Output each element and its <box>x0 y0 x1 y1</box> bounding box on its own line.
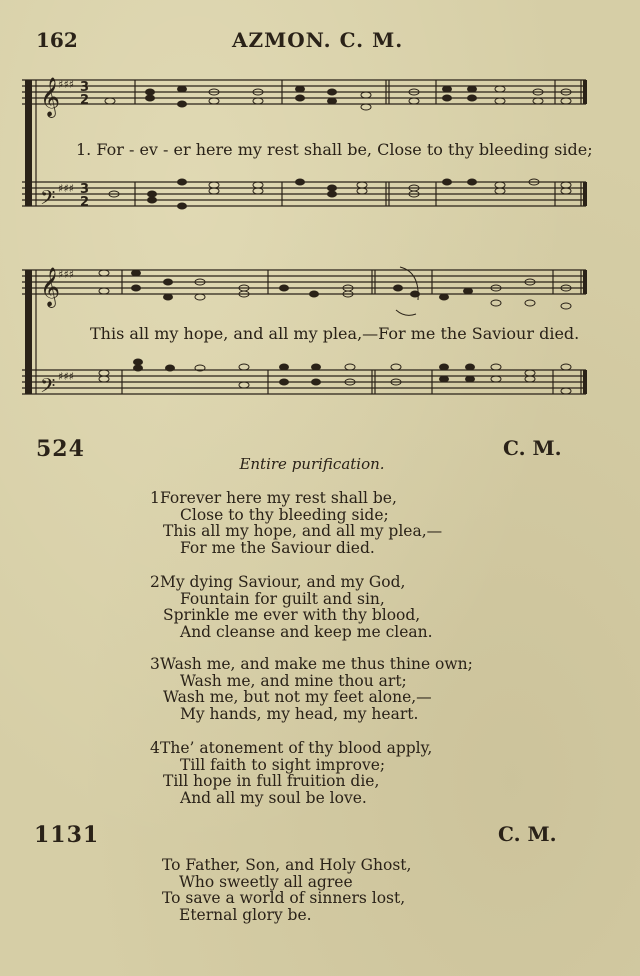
treble-clef-icon: 𝄞 <box>40 77 61 117</box>
system1-lyrics: 1. For - ev - er here my rest shall be, Close to thy bleeding side; <box>76 140 593 159</box>
svg-text:♯♯♯: ♯♯♯ <box>58 182 74 195</box>
svg-text:2: 2 <box>80 93 90 108</box>
system2-lyrics: This all my hope, and all my plea,—For me the Saviour died. <box>90 324 580 343</box>
treble-clef-icon: 𝄞 <box>40 267 61 307</box>
hymn-number: 1131 <box>34 822 100 848</box>
svg-text:3: 3 <box>80 182 90 197</box>
bass-clef-icon: 𝄢 <box>40 186 56 214</box>
hymn-subtitle: Entire purification. <box>239 455 385 473</box>
stanza-3: 3Wash me, and make me thus thine own; Wash me, and mine thou art; Wash me, but not my feet alone,— My hands, my head, my heart. <box>150 655 473 723</box>
stanza-4: 4The’ atonement of thy blood apply, Till faith to sight improve; Till hope in full fruition die, And all my soul be love. <box>150 739 433 807</box>
hymn-meter: C. M. <box>503 436 562 460</box>
stanza-2: 2My dying Saviour, and my God, Fountain for guilt and sin, Sprinkle me ever with thy blood, And cleanse and keep me clean. <box>150 573 433 641</box>
svg-text:♯♯♯: ♯♯♯ <box>58 370 74 383</box>
svg-text:3: 3 <box>80 80 90 95</box>
svg-text:2: 2 <box>80 195 90 210</box>
tune-title: AZMON. C. M. <box>232 28 404 52</box>
music-score <box>0 0 640 430</box>
stanza-1: 1Forever here my rest shall be, Close to thy bleeding side; This all my hope, and all my plea,— For me the Saviour died. <box>150 489 443 557</box>
svg-text:♯♯♯: ♯♯♯ <box>58 268 74 281</box>
system2-treble-staff <box>22 270 586 294</box>
svg-text:♯♯♯: ♯♯♯ <box>58 78 74 91</box>
doxology: To Father, Son, and Holy Ghost, Who sweetly all agree To save a world of sinners lost, Eternal glory be. <box>162 856 412 924</box>
hymn-meter: C. M. <box>498 822 557 846</box>
bass-clef-icon: 𝄢 <box>40 374 56 402</box>
hymn-number: 524 <box>36 436 85 462</box>
page-number: 162 <box>36 28 78 52</box>
